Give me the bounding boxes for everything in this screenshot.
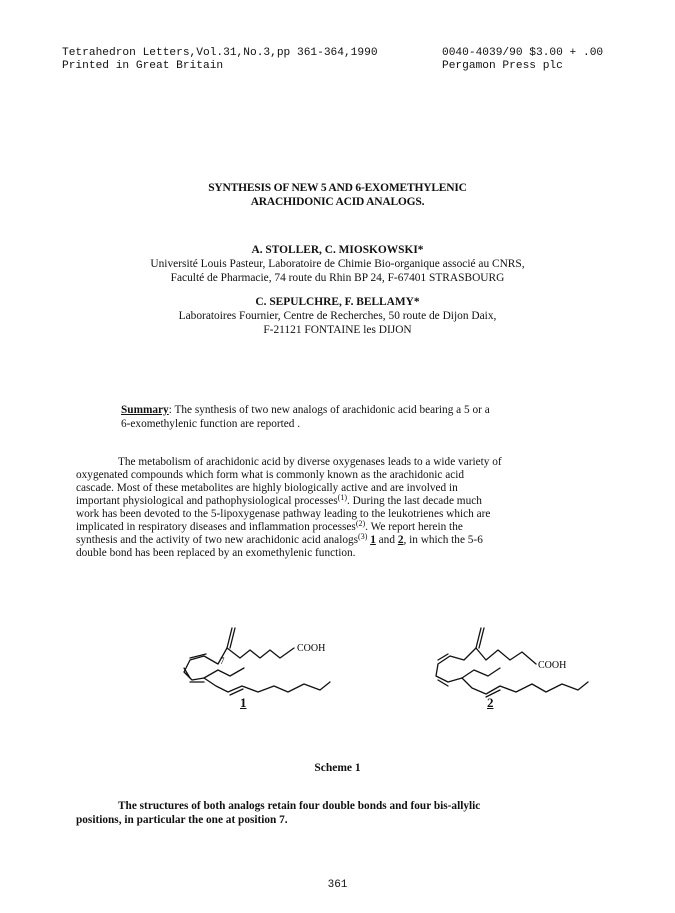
- compound-ref-1: 1: [370, 534, 376, 546]
- journal-citation: Tetrahedron Letters,Vol.31,No.3,pp 361-364,1990: [62, 47, 378, 59]
- intro-line4: important physiological and pathophysiological processes$^{(1)}$. During the last decade much: [76, 493, 482, 507]
- issn-price: 0040-4039/90 $3.00 + .00: [442, 47, 604, 59]
- ref-3: (3): [358, 532, 368, 541]
- intro-line5: work has been devoted to the 5-lipoxygenase pathway leading to the leukotrienes which are: [76, 508, 491, 520]
- conclusion-line2: positions, in particular the one at position 7.: [76, 814, 288, 826]
- paper-title-line2: ARACHIDONIC ACID ANALOGS.: [250, 196, 425, 208]
- structure-label-2: 2: [487, 695, 494, 710]
- structure-1: [170, 620, 370, 720]
- position-7-label: 7: [220, 656, 225, 666]
- affiliation-1-line1: Université Louis Pasteur, Laboratoire de Chimie Bio-organique associé au CNRS,: [150, 258, 525, 270]
- affiliation-2-line1: Laboratoires Fournier, Centre de Recherches, 50 route de Dijon Daix,: [178, 310, 497, 322]
- structure-2: [428, 620, 628, 720]
- intro-line2: oxygenated compounds which form what is commonly known as the arachidonic acid: [76, 469, 465, 481]
- affiliation-1-line2: Faculté de Pharmacie, 74 route du Rhin BP 24, F-67401 STRASBOURG: [170, 272, 505, 284]
- intro-line7: synthesis and the activity of two new arachidonic acid analogs$^{(3)}$ 1 and 2, in which the 5-6: [76, 532, 483, 546]
- summary-label: Summary: [121, 404, 169, 416]
- scheme-caption: Scheme 1: [314, 762, 361, 774]
- conclusion-line1: The structures of both analogs retain four double bonds and four bis-allylic: [118, 800, 481, 812]
- intro-line6: implicated in respiratory diseases and inflammation processes$^{(2)}$. We report herein the: [76, 519, 463, 533]
- authors-group-1: A. STOLLER, C. MIOSKOWSKI*: [251, 244, 424, 256]
- cooh-label-2: COOH: [538, 660, 567, 671]
- compound-ref-2: 2: [397, 534, 404, 546]
- ref-2: (2): [355, 519, 366, 528]
- authors-group-2: C. SEPULCHRE, F. BELLAMY*: [255, 296, 420, 308]
- ref-1: (1): [337, 493, 347, 502]
- printed-in: Printed in Great Britain: [62, 60, 224, 72]
- paper-title-line1: SYNTHESIS OF NEW 5 AND 6-EXOMETHYLENIC: [208, 182, 467, 194]
- cooh-label-1: COOH: [297, 643, 326, 654]
- intro-line1: The metabolism of arachidonic acid by diverse oxygenases leads to a wide variety of: [118, 456, 502, 468]
- intro-line8: double bond has been replaced by an exomethylenic function.: [76, 547, 356, 559]
- intro-line3: cascade. Most of these metabolites are highly biologically active and are involved in: [76, 482, 458, 494]
- summary-line1: Summary: The synthesis of two new analogs of arachidonic acid bearing a 5 or a: [121, 404, 490, 416]
- summary-line2: 6-exomethylenic function are reported .: [121, 418, 301, 430]
- publisher: Pergamon Press plc: [442, 60, 563, 72]
- page-number: 361: [327, 879, 348, 891]
- structure-label-1: 1: [240, 695, 247, 710]
- affiliation-2-line2: F-21121 FONTAINE les DIJON: [263, 324, 412, 336]
